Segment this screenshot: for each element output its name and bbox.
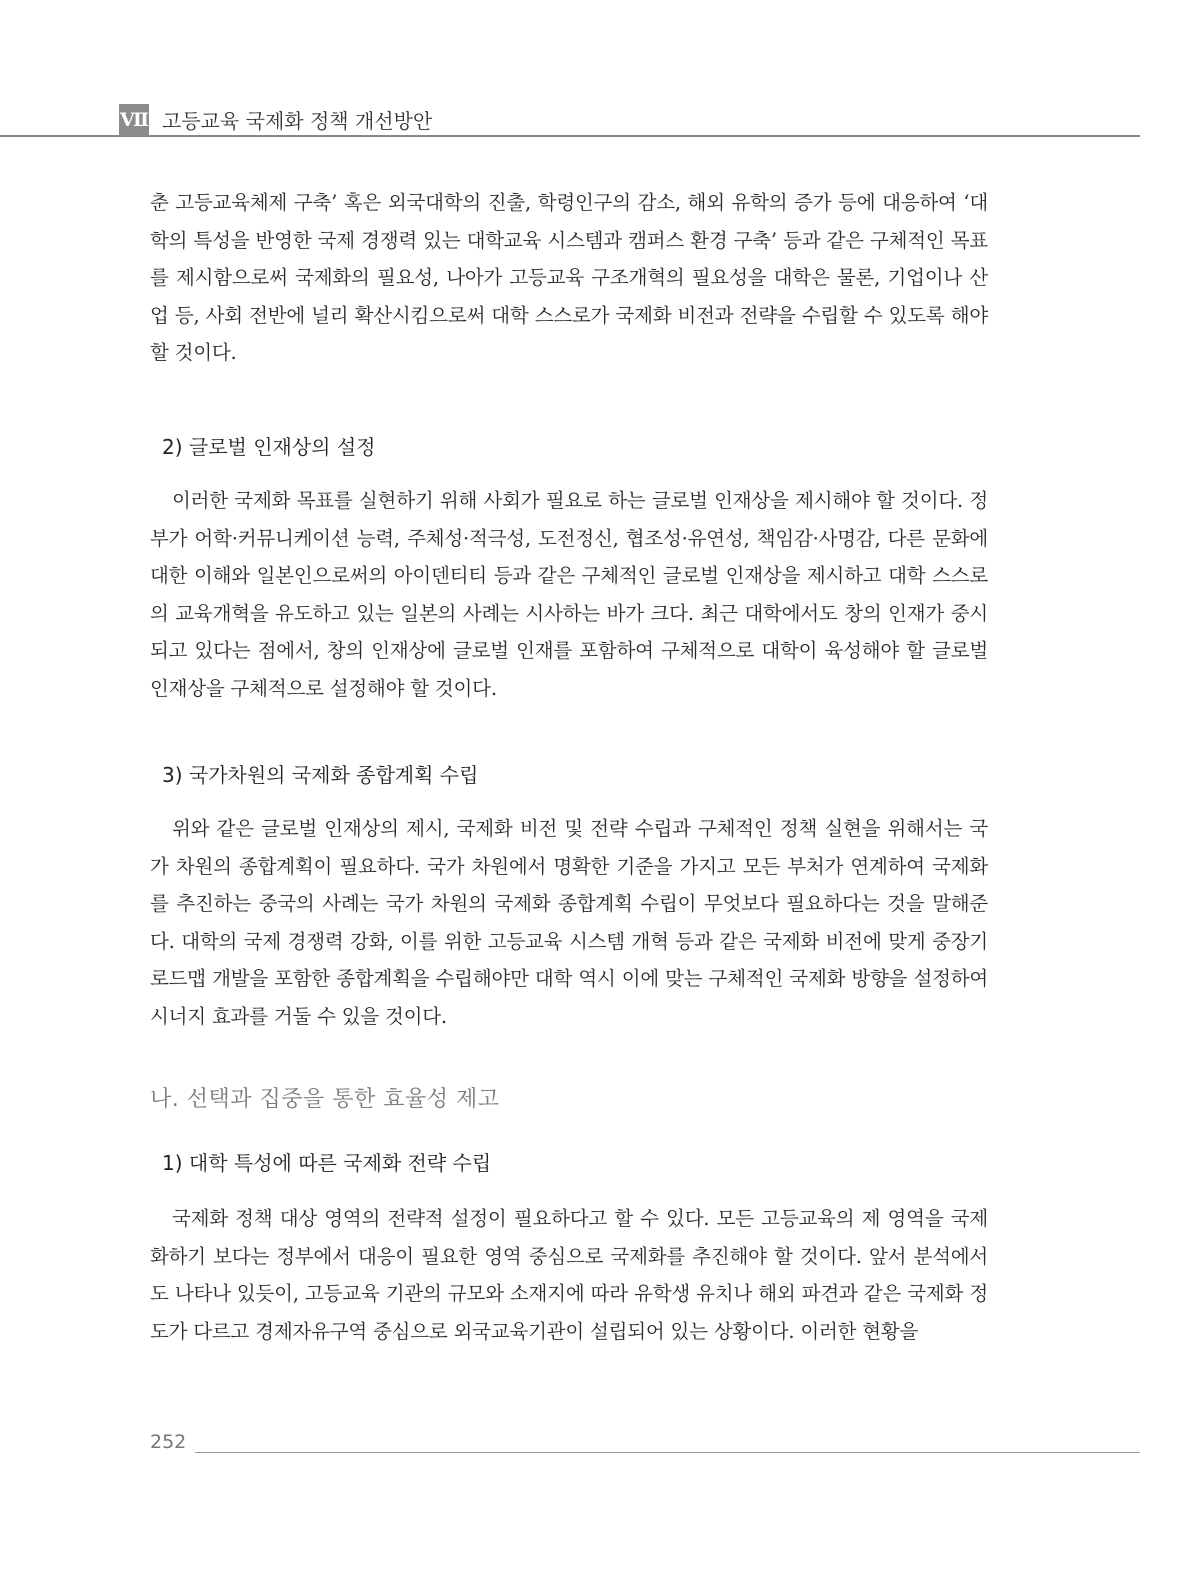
paragraph-3: 위와 같은 글로벌 인재상의 제시, 국제화 비전 및 전략 수립과 구체적인 정책 실현을 위해서는 국가 차원의 종합계획이 필요하다. 국가 차원에서 명확한 기준을 가지고 모든 부처가 연계하여 국제화를 추진하는 중국의 사례는 국가 차원의 국제화 종합계획 수립이 무엇보다 필요하다는 것을 말해준다. 대학의 국제 경쟁력 강화, 이를 위한 고등교육 시스템 개혁 등과 같은 국제화 비전에 맞게 중장기 로드맵 개발을 포함한 종합계획을 수립해야만 대학 역시 이에 맞는 구체적인 국제화 방향을 설정하여 시너지 효과를 거둘 수 있을 것이다. [150, 817, 988, 1028]
subheading-1b: 1) 대학 특성에 따른 국제화 전략 수립 [162, 1151, 492, 1175]
page-number: 252 [150, 1431, 187, 1453]
subheading-3: 3) 국가차원의 국제화 종합계획 수립 [162, 763, 479, 787]
paragraph-1: 춘 고등교육체제 구축’ 혹은 외국대학의 진출, 학령인구의 감소, 해외 유학의 증가 등에 대응하여 ‘대학의 특성을 반영한 국제 경쟁력 있는 대학교육 시스템과 캠퍼스 환경 구축’ 등과 같은 구체적인 목표를 제시함으로써 국제화의 필요성, 나아가 고등교육 구조개혁의 필요성을 대학은 물론, 기업이나 산업 등, 사회 전반에 널리 확산시킴으로써 대학 스스로가 국제화 비전과 전략을 수립할 수 있도록 해야 할 것이다. [150, 191, 988, 364]
running-header-title: 고등교육 국제화 정책 개선방안 [162, 109, 433, 133]
paragraph-2: 이러한 국제화 목표를 실현하기 위해 사회가 필요로 하는 글로벌 인재상을 제시해야 할 것이다. 정부가 어학·커뮤니케이션 능력, 주체성·적극성, 도전정신, 협조성·유연성, 책임감·사명감, 다른 문화에 대한 이해와 일본인으로써의 아이덴티티 등과 같은 구체적인 글로벌 인재상을 제시하고 대학 스스로의 교육개혁을 유도하고 있는 일본의 사례는 시사하는 바가 크다. 최근 대학에서도 창의 인재가 중시되고 있다는 점에서, 창의 인재상에 글로벌 인재를 포함하여 구체적으로 대학이 육성해야 할 글로벌 인재상을 구체적으로 설정해야 할 것이다. [150, 489, 988, 700]
footer-rule [195, 1452, 1140, 1453]
section-heading-na: 나. 선택과 집중을 통한 효율성 제고 [150, 1087, 500, 1112]
chapter-badge: Ⅶ [119, 104, 149, 136]
paragraph-4: 국제화 정책 대상 영역의 전략적 설정이 필요하다고 할 수 있다. 모든 고등교육의 제 영역을 국제화하기 보다는 정부에서 대응이 필요한 영역 중심으로 국제화를 추진해야 할 것이다. 앞서 분석에서도 나타나 있듯이, 고등교육 기관의 규모와 소재지에 따라 유학생 유치나 해외 파견과 같은 국제화 정도가 다르고 경제자유구역 중심으로 외국교육기관이 설립되어 있는 상황이다. 이러한 현황을 [150, 1207, 988, 1343]
subheading-2: 2) 글로벌 인재상의 설정 [162, 435, 376, 459]
